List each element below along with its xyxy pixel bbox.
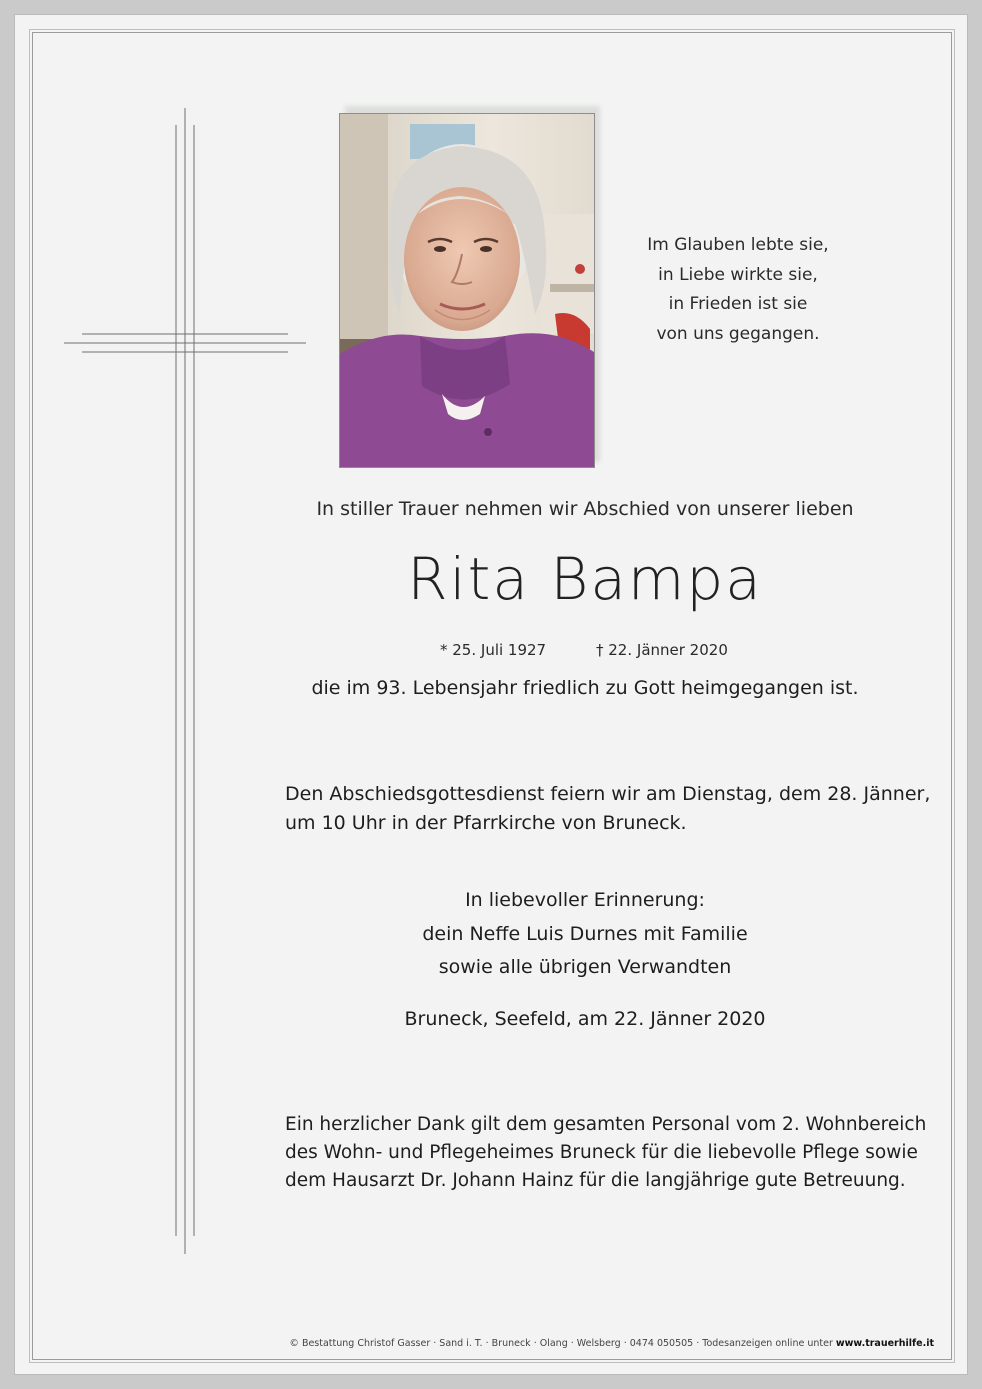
place-date: Bruneck, Seefeld, am 22. Jänner 2020 <box>404 1008 766 1030</box>
verse-line: von uns gegangen. <box>656 323 820 344</box>
mourners-line: In liebevoller Erinnerung: <box>465 889 705 911</box>
service-info <box>285 780 931 838</box>
footer-link[interactable]: www.trauerhilfe.it <box>835 1338 934 1349</box>
death-date: † 22. Jänner 2020 <box>596 641 728 659</box>
verse-line: in Frieden ist sie <box>668 294 808 314</box>
footer-text: © Bestattung Christof Gasser · Sand i. T. · Bruneck · Olang · Welsberg · 0474 050505 · Todesanzeigen online unter <box>289 1338 836 1349</box>
mourners <box>285 884 885 985</box>
verse-line: Im Glauben lebte sie, <box>647 235 829 255</box>
service-line: Den Abschiedsgottesdienst feiern wir am Dienstag, dem 28. Jänner, <box>285 783 931 805</box>
life-dates <box>440 641 740 659</box>
thanks-line: dem Hausarzt Dr. Johann Hainz für die langjährige gute Betreuung. <box>285 1170 906 1191</box>
footer <box>289 1338 934 1349</box>
age-line: die im 93. Lebensjahr friedlich zu Gott heimgegangen ist. <box>311 677 859 699</box>
thanks-line: Ein herzlicher Dank gilt dem gesamten Personal vom 2. Wohnbereich <box>285 1114 927 1135</box>
verse-line: in Liebe wirkte sie, <box>658 264 818 285</box>
birth-date: * 25. Juli 1927 <box>440 641 547 659</box>
verse <box>620 231 856 349</box>
intro-text: In stiller Trauer nehmen wir Abschied von unserer lieben <box>316 498 854 520</box>
mourners-line: sowie alle übrigen Verwandten <box>438 956 732 978</box>
deceased-name: Rita Bampa <box>407 545 763 613</box>
service-line: um 10 Uhr in der Pfarrkirche von Bruneck. <box>285 812 687 834</box>
thanks-line: des Wohn- und Pflegeheimes Bruneck für die liebevolle Pflege sowie <box>285 1142 918 1163</box>
thanks-text <box>285 1111 925 1195</box>
mourners-line: dein Neffe Luis Durnes mit Familie <box>422 922 748 945</box>
portrait-photo <box>339 113 595 468</box>
